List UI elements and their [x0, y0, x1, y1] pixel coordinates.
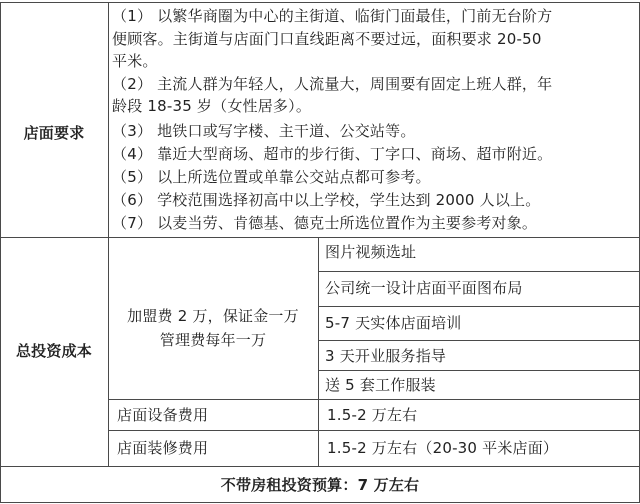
value-column-divider: [318, 237, 319, 466]
service-item-uniforms: 送 5 套工作服装: [325, 376, 436, 394]
equipment-cost-label: 店面设备费用: [117, 406, 209, 424]
row-divider-services: [318, 370, 640, 371]
service-item-site-selection: 图片视频选址: [325, 243, 417, 261]
requirement-line: （6） 学校范围选择初高中以上学校，学生达到 2000 人以上。: [112, 191, 541, 209]
service-item-opening-guidance: 3 天开业服务指导: [325, 347, 447, 365]
requirement-line: （1） 以繁华商圈为中心的主街道、临街门面最佳，门前无台阶方: [112, 7, 553, 25]
equipment-cost-value: 1.5-2 万左右: [327, 406, 418, 424]
row-divider-equipment: [108, 399, 640, 400]
requirement-line: （4） 靠近大型商场、超市的步行街、丁字口、商场、超市附近。: [112, 145, 553, 163]
requirement-line: （5） 以上所选位置或单靠公交站点都可参考。: [112, 168, 431, 186]
requirement-line: 平米。: [112, 52, 158, 70]
decoration-cost-label: 店面装修费用: [117, 439, 209, 457]
row-divider-services: [318, 306, 640, 307]
requirement-line: （2） 主流人群为年轻人，人流量大，周围要有固定上班人群，年: [112, 75, 553, 93]
table-border-left: [0, 2, 1, 503]
decoration-cost-value: 1.5-2 万左右（20-30 平米店面）: [327, 439, 559, 457]
service-item-layout-design: 公司统一设计店面平面图布局: [325, 279, 523, 297]
requirement-line: （7） 以麦当劳、肯德基、德克士所选位置作为主要参考对象。: [112, 214, 538, 232]
franchise-fee-text: 加盟费 2 万，保证金一万: [127, 307, 299, 325]
label-column-divider: [108, 2, 109, 466]
management-fee-text: 管理费每年一万: [159, 331, 267, 349]
row-divider-footer: [0, 466, 640, 467]
requirement-line: 便顾客。主街道与店面门口直线距离不要过远，面积要求 20-50: [112, 30, 542, 48]
row-divider-decoration: [108, 430, 640, 431]
table-border-bottom: [0, 502, 640, 503]
row-divider-services: [318, 340, 640, 341]
requirement-line: 龄段 18-35 岁（女性居多）。: [112, 97, 312, 115]
budget-summary: 不带房租投资预算：7 万左右: [220, 476, 420, 494]
row-divider-services: [318, 271, 640, 272]
total-investment-label: 总投资成本: [15, 342, 92, 360]
store-requirements-label: 店面要求: [23, 124, 85, 142]
row-divider-requirements: [0, 237, 640, 238]
requirement-line: （3） 地铁口或写字楼、主干道、公交站等。: [112, 122, 416, 140]
table-border-top: [0, 2, 640, 3]
service-item-training: 5-7 天实体店面培训: [325, 314, 462, 332]
